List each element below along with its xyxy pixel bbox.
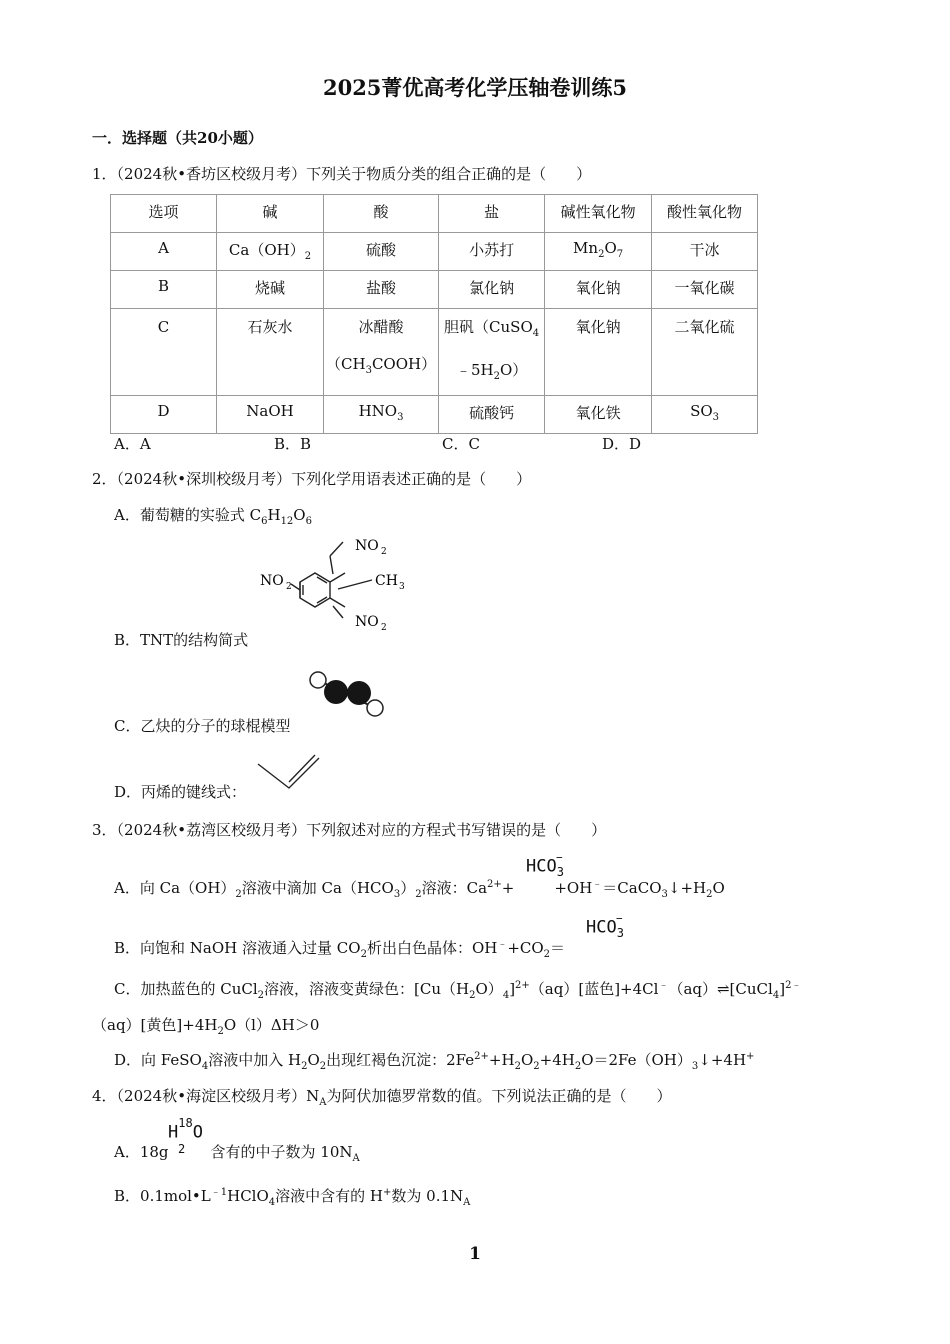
table-row <box>111 271 758 309</box>
table-cell: $SO_3$ <box>652 396 758 434</box>
table-cell: 干冰 <box>652 233 758 271</box>
tnt-no2-top-sub: 2 <box>381 547 387 557</box>
tnt-no2-bottom-sub: 2 <box>381 623 387 633</box>
table-cell: 二氧化硫 <box>652 309 758 396</box>
bicarbonate-formula-a: $HCO_3^-$ <box>526 851 564 880</box>
table-cell: NaOH <box>217 396 324 434</box>
table-cell: $Ca(OH)_2$ <box>217 233 324 271</box>
heavy-water-formula: $H^{18}O$ <box>168 1116 203 1143</box>
table-cell: D <box>111 396 217 434</box>
q2-option-a: A．葡萄糖的实验式 $C_6H_{12}O_6$ <box>114 506 312 527</box>
table-header-row <box>111 195 758 233</box>
header-cell: 酸 <box>324 195 439 233</box>
q3-option-c-line2: （aq）[黄色]$+4H_2O(l)\Delta H>0$ <box>92 1016 320 1037</box>
tnt-structure-diagram <box>255 530 415 635</box>
q1-choice-a: A．A <box>114 435 151 453</box>
table-cell: 胆矾（CuSO$_4$ $﹣5H_2O$） <box>439 309 545 396</box>
table-cell: 硫酸 <box>324 233 439 271</box>
q1-choice-b: B．B <box>274 435 312 453</box>
q4-option-a: A．18g 含有的中子数为 $10N_A$ <box>114 1143 360 1164</box>
heavy-water-subscript: 2 <box>178 1142 186 1156</box>
header-cell: 碱 <box>217 195 324 233</box>
bicarbonate-formula-b: $HCO_3^-$ <box>586 912 624 941</box>
table-cell: 氧化钠 <box>545 271 652 309</box>
table-cell: 硫酸钙 <box>439 396 545 434</box>
q2-option-d: D．丙烯的键线式： <box>114 783 247 801</box>
page-title: 2025菁优高考化学压轴卷训练5 <box>322 75 628 100</box>
header-cell: 选项 <box>111 195 217 233</box>
table-cell: 小苏打 <box>439 233 545 271</box>
q1-choice-d: D．D <box>602 435 642 453</box>
table-cell: B <box>111 271 217 309</box>
tnt-no2-left: NO <box>260 573 284 589</box>
table-cell: 石灰水 <box>217 309 324 396</box>
q1-choice-c: C．C <box>442 435 480 453</box>
page-number: 1 <box>469 1244 481 1264</box>
q2-option-c: C．乙炔的分子的球棍模型 <box>114 717 291 735</box>
table-cell: 氧化铁 <box>545 396 652 434</box>
q3-option-a: A．向 $Ca(OH)_2$溶液中滴加 $Ca(HCO_3)_2$溶液：$Ca^{2+}+$ $+OH^﹣=CaCO_3↓+H_2O$ <box>114 879 725 900</box>
tnt-no2-left-sub: 2 <box>286 582 292 592</box>
question-4-stem: 4．（2024秋•海淀区校级月考）$N_A$为阿伏加德罗常数的值。下列说法正确的是（ ） <box>92 1087 672 1108</box>
propene-skeletal-formula <box>255 752 325 794</box>
table-cell: 烧碱 <box>217 271 324 309</box>
table-row <box>111 233 758 271</box>
header-cell: 盐 <box>439 195 545 233</box>
q3-option-d: D．向 FeSO$_4$溶液中加入 $H_2O_2$出现红褐色沉淀：$2Fe^{2+}+H_2O_2+4H_2O=2Fe(OH)_3↓+4H^+$ <box>114 1051 755 1072</box>
table-cell: 氧化钠 <box>545 309 652 396</box>
tnt-ch3: CH <box>375 573 398 589</box>
tnt-no2-top: NO <box>355 538 379 554</box>
question-3-stem: 3．（2024秋•荔湾区校级月考）下列叙述对应的方程式书写错误的是（ ） <box>92 821 607 839</box>
header-cell: 碱性氧化物 <box>545 195 652 233</box>
table-cell: $HNO_3$ <box>324 396 439 434</box>
question-1-stem: 1．（2024秋•香坊区校级月考）下列关于物质分类的组合正确的是（ ） <box>92 165 592 183</box>
q2-option-b: B．TNT的结构简式 <box>114 631 249 649</box>
table-row <box>111 396 758 434</box>
table-cell: $Mn_2O_7$ <box>545 233 652 271</box>
table-cell: C <box>111 309 217 396</box>
question-2-stem: 2．（2024秋•深圳校级月考）下列化学用语表述正确的是（ ） <box>92 470 532 488</box>
q3-option-b: B．向饱和 NaOH 溶液通入过量 $CO_2$析出白色晶体：$OH^﹣+CO_2=$ <box>114 939 566 960</box>
table-cell: 盐酸 <box>324 271 439 309</box>
q4-option-b: B．$0.1mol•L^{﹣1}HClO_4$溶液中含有的 H+数为 $0.1N_A$ <box>114 1187 471 1208</box>
tnt-ch3-sub: 3 <box>399 582 405 592</box>
table-cell: A <box>111 233 217 271</box>
header-cell: 酸性氧化物 <box>652 195 758 233</box>
acetylene-ball-stick-model <box>305 668 390 720</box>
table-cell: 冰醋酸 $(CH_3COOH)$ <box>324 309 439 396</box>
q3-option-c-line1: C．加热蓝色的 CuCl$_2$溶液，溶液变黄绿色：$[Cu(H_2O)_4]^{2+}(aq)$[蓝色]+4Cl﹣（aq）⇌[CuCl$_4$]$^{2﹣}$ <box>114 980 802 1001</box>
section-heading: 一．选择题（共20小题） <box>92 129 263 147</box>
table-row <box>111 309 758 396</box>
table-cell: 一氧化碳 <box>652 271 758 309</box>
classification-table <box>110 194 758 434</box>
table-cell: 氯化钠 <box>439 271 545 309</box>
tnt-no2-bottom: NO <box>355 614 379 630</box>
